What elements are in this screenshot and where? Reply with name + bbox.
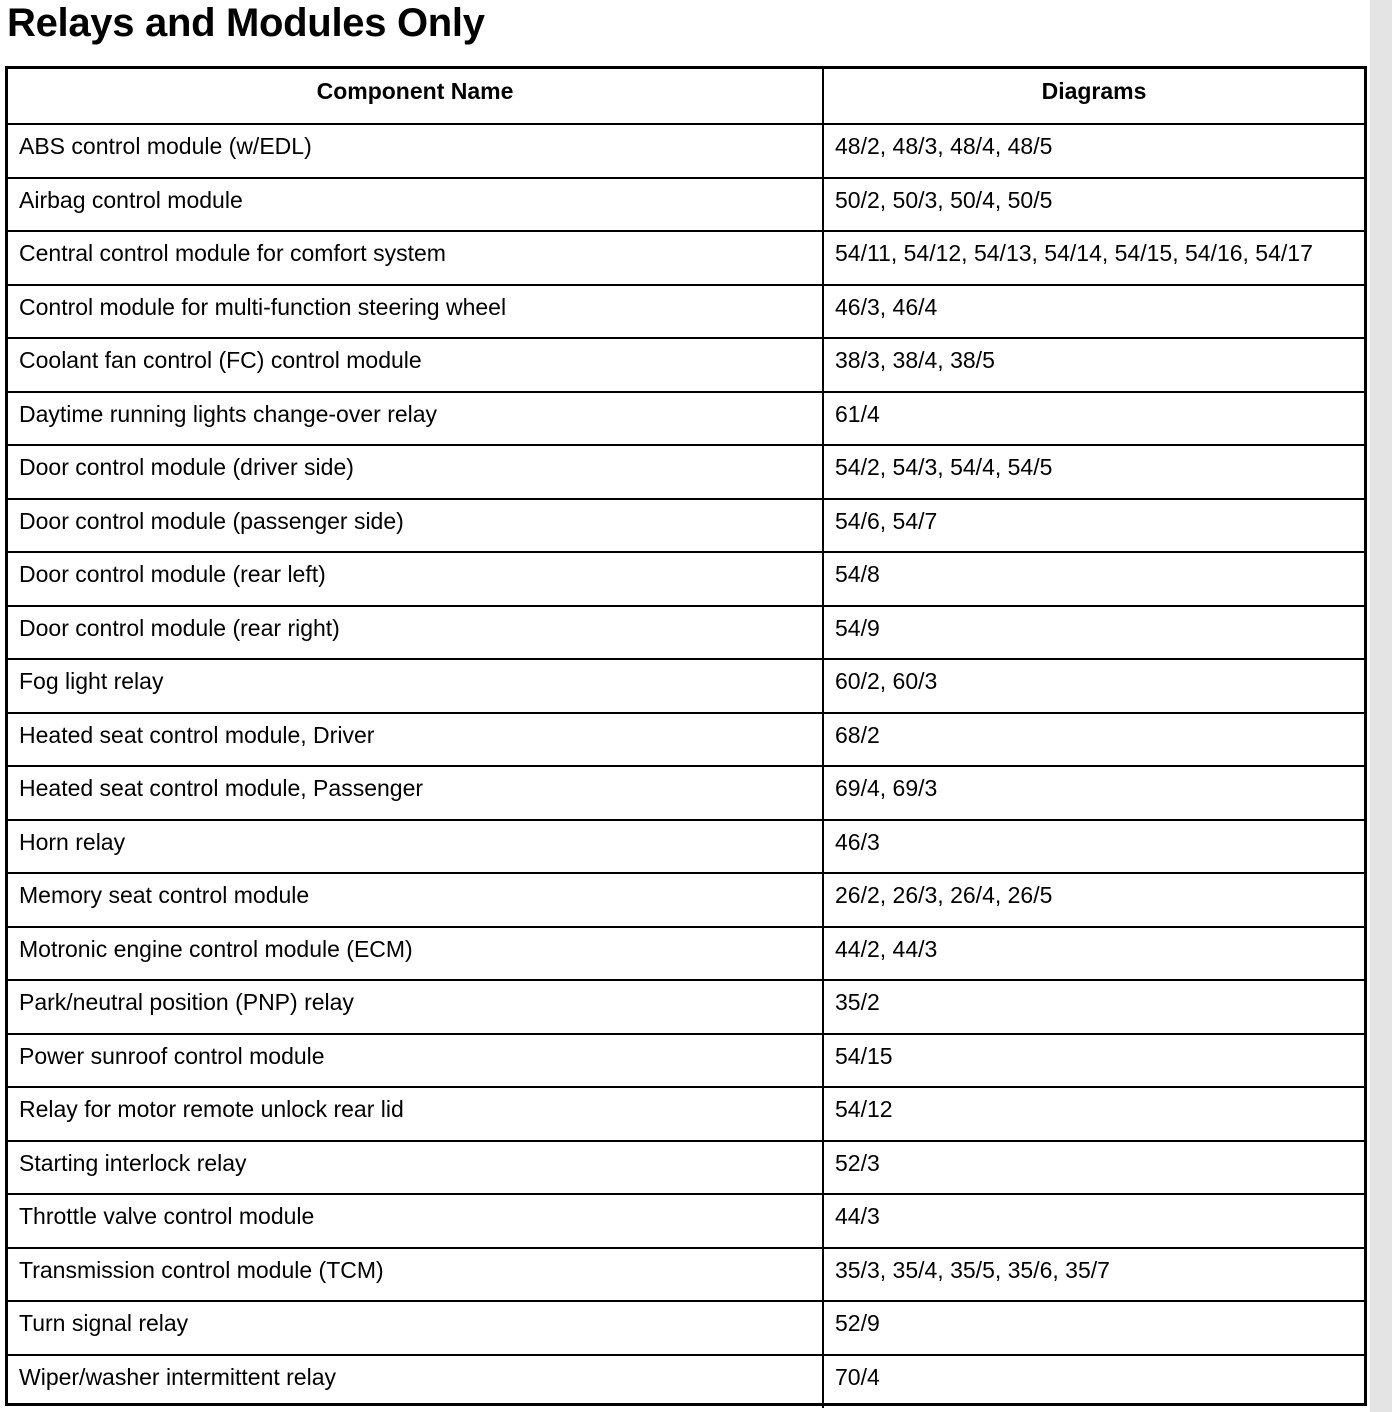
table-row xyxy=(8,1248,1364,1302)
diagrams-cell: 44/2, 44/3 xyxy=(823,927,1364,981)
diagrams-cell: 54/6, 54/7 xyxy=(823,499,1364,553)
diagrams-cell: 35/3, 35/4, 35/5, 35/6, 35/7 xyxy=(823,1248,1364,1302)
table-row xyxy=(8,124,1364,178)
table-row xyxy=(8,445,1364,499)
component-name-cell: Starting interlock relay xyxy=(8,1141,823,1195)
table-row xyxy=(8,499,1364,553)
component-name-cell: Memory seat control module xyxy=(8,873,823,927)
component-name-cell: Control module for multi-function steering wheel xyxy=(8,285,823,339)
diagrams-cell: 60/2, 60/3 xyxy=(823,659,1364,713)
table-row xyxy=(8,1034,1364,1088)
table-row xyxy=(8,873,1364,927)
table-row xyxy=(8,1355,1364,1409)
component-name-cell: Central control module for comfort system xyxy=(8,231,823,285)
table-row xyxy=(8,980,1364,1034)
page-title: Relays and Modules Only xyxy=(7,1,485,45)
component-name-cell: Power sunroof control module xyxy=(8,1034,823,1088)
table-row xyxy=(8,178,1364,232)
diagrams-cell: 44/3 xyxy=(823,1194,1364,1248)
diagrams-cell: 46/3, 46/4 xyxy=(823,285,1364,339)
table-row xyxy=(8,231,1364,285)
component-name-cell: Horn relay xyxy=(8,820,823,874)
table-row xyxy=(8,606,1364,660)
component-name-cell: Door control module (driver side) xyxy=(8,445,823,499)
diagrams-cell: 50/2, 50/3, 50/4, 50/5 xyxy=(823,178,1364,232)
table-row xyxy=(8,1301,1364,1355)
table-grid xyxy=(8,69,1364,1408)
table-row xyxy=(8,820,1364,874)
table-header-row xyxy=(8,69,1364,124)
page-edge-strip xyxy=(1370,0,1392,1412)
component-name-cell: Door control module (rear left) xyxy=(8,552,823,606)
header-diagrams: Diagrams xyxy=(823,69,1364,124)
table-row xyxy=(8,1194,1364,1248)
component-name-cell: Fog light relay xyxy=(8,659,823,713)
diagrams-cell: 38/3, 38/4, 38/5 xyxy=(823,338,1364,392)
relays-modules-table xyxy=(5,66,1367,1406)
diagrams-cell: 61/4 xyxy=(823,392,1364,446)
table-row xyxy=(8,552,1364,606)
diagrams-cell: 54/2, 54/3, 54/4, 54/5 xyxy=(823,445,1364,499)
component-name-cell: Heated seat control module, Driver xyxy=(8,713,823,767)
diagrams-cell: 69/4, 69/3 xyxy=(823,766,1364,820)
component-name-cell: Motronic engine control module (ECM) xyxy=(8,927,823,981)
diagrams-cell: 35/2 xyxy=(823,980,1364,1034)
component-name-cell: Heated seat control module, Passenger xyxy=(8,766,823,820)
diagrams-cell: 54/15 xyxy=(823,1034,1364,1088)
component-name-cell: Throttle valve control module xyxy=(8,1194,823,1248)
diagrams-cell: 48/2, 48/3, 48/4, 48/5 xyxy=(823,124,1364,178)
component-name-cell: ABS control module (w/EDL) xyxy=(8,124,823,178)
diagrams-cell: 54/8 xyxy=(823,552,1364,606)
table-row xyxy=(8,1087,1364,1141)
diagrams-cell: 26/2, 26/3, 26/4, 26/5 xyxy=(823,873,1364,927)
table-row xyxy=(8,766,1364,820)
component-name-cell: Relay for motor remote unlock rear lid xyxy=(8,1087,823,1141)
component-name-cell: Door control module (passenger side) xyxy=(8,499,823,553)
component-name-cell: Turn signal relay xyxy=(8,1301,823,1355)
diagrams-cell: 52/3 xyxy=(823,1141,1364,1195)
diagrams-cell: 54/12 xyxy=(823,1087,1364,1141)
diagrams-cell: 54/11, 54/12, 54/13, 54/14, 54/15, 54/16, 54/17 xyxy=(823,231,1364,285)
table-row xyxy=(8,285,1364,339)
table-row xyxy=(8,392,1364,446)
component-name-cell: Park/neutral position (PNP) relay xyxy=(8,980,823,1034)
header-component-name: Component Name xyxy=(8,69,823,124)
diagrams-cell: 46/3 xyxy=(823,820,1364,874)
table-row xyxy=(8,1141,1364,1195)
component-name-cell: Daytime running lights change-over relay xyxy=(8,392,823,446)
component-name-cell: Coolant fan control (FC) control module xyxy=(8,338,823,392)
table-row xyxy=(8,713,1364,767)
diagrams-cell: 68/2 xyxy=(823,713,1364,767)
component-name-cell: Transmission control module (TCM) xyxy=(8,1248,823,1302)
component-name-cell: Airbag control module xyxy=(8,178,823,232)
component-name-cell: Wiper/washer intermittent relay xyxy=(8,1355,823,1409)
table-body xyxy=(8,124,1364,1408)
diagrams-cell: 70/4 xyxy=(823,1355,1364,1409)
diagrams-cell: 54/9 xyxy=(823,606,1364,660)
table-row xyxy=(8,659,1364,713)
table-row xyxy=(8,338,1364,392)
table-row xyxy=(8,927,1364,981)
diagrams-cell: 52/9 xyxy=(823,1301,1364,1355)
component-name-cell: Door control module (rear right) xyxy=(8,606,823,660)
